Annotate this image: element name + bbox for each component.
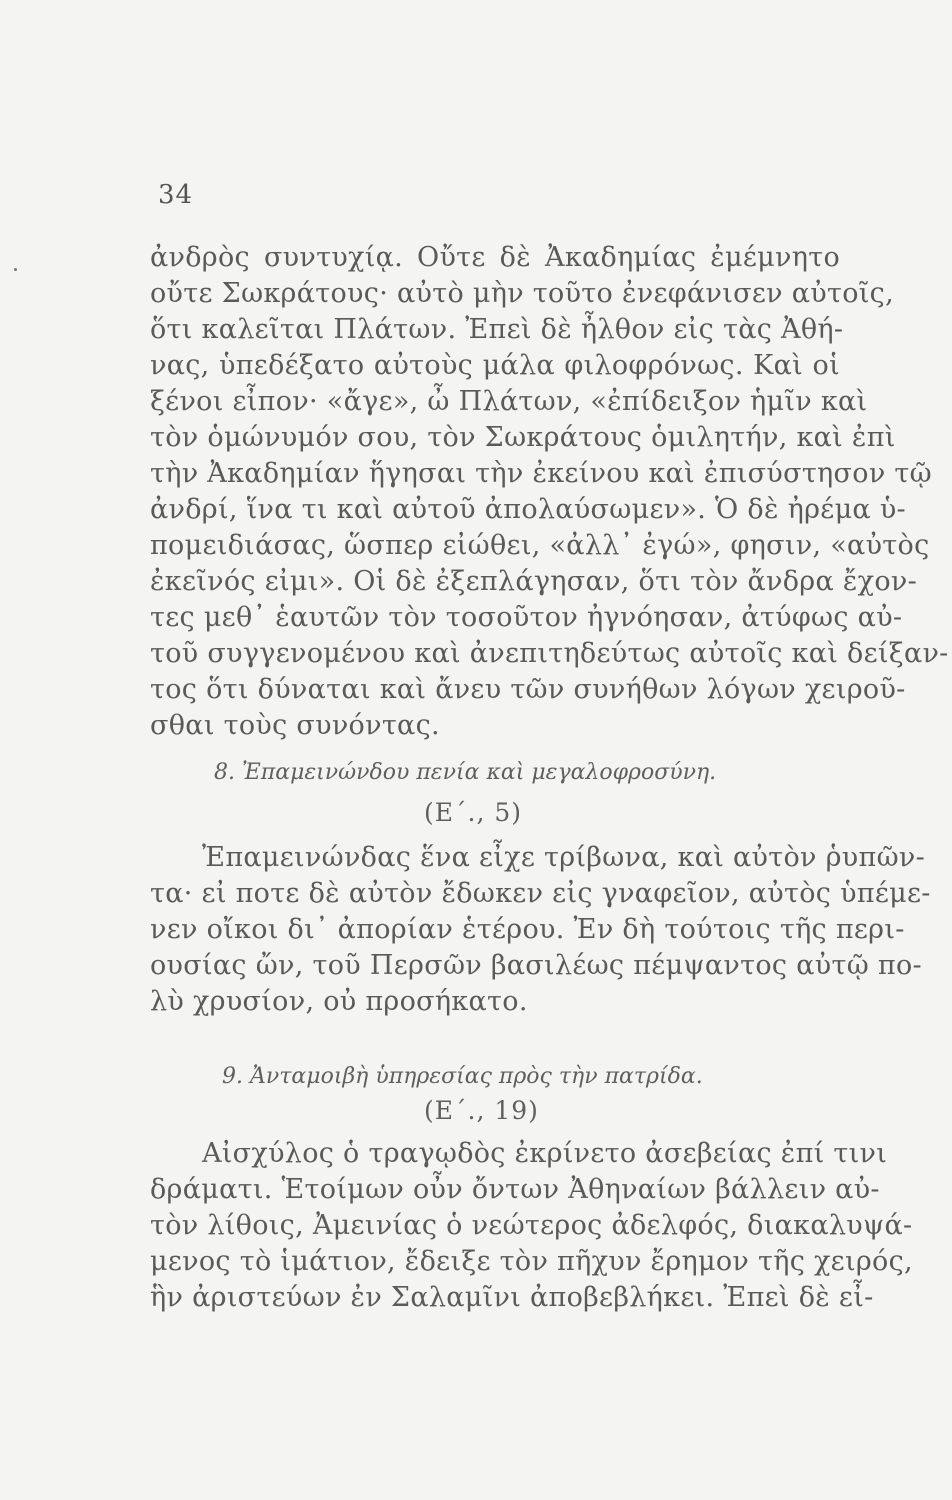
section-9-reference: (Ε΄., 19) (424, 1096, 539, 1125)
text-line: σθαι τοὺς συνόντας. (150, 710, 440, 741)
section-9-title: 9. Ἀνταμοιβὴ ὑπηρεσίας πρὸς τὴν πατρίδα. (222, 1064, 703, 1089)
text-line: ἣν ἀριστεύων ἐν Σαλαμῖνι ἀποβεβλήκει. Ἐπεὶ δὲ εἶ- (150, 1282, 874, 1313)
section-8-reference: (Ε΄., 5) (424, 798, 523, 827)
margin-mark (14, 268, 17, 271)
text-line: ξένοι εἶπον· «ἄγε», ὦ Πλάτων, «ἐπίδειξον ἡμῖν καὶ (150, 386, 868, 417)
text-line: νεν οἴκοι δι᾽ ἀπορίαν ἑτέρου. Ἐν δὴ τούτοις τῆς περι- (150, 914, 905, 945)
text-line: ὅτι καλεῖται Πλάτων. Ἐπεὶ δὲ ἦλθον εἰς τὰς Ἀθή- (150, 314, 844, 345)
text-line: μενος τὸ ἱμάτιον, ἔδειξε τὸν πῆχυν ἔρημον τῆς χειρός, (150, 1246, 913, 1277)
text-line: οὔτε Σωκράτους· αὐτὸ μὴν τοῦτο ἐνεφάνισεν αὐτοῖς, (150, 278, 894, 309)
text-line: ἀνδρί, ἵνα τι καὶ αὐτοῦ ἀπολαύσωμεν». Ὁ δὲ ἠρέμα ὑ- (150, 494, 906, 525)
section-9-body (150, 1136, 913, 1316)
text-line: πομειδιάσας, ὥσπερ εἰώθει, «ἀλλ᾽ ἐγώ», φησιν, «αὐτὸς (150, 530, 930, 561)
passage-continuation (150, 240, 949, 744)
text-line: δράματι. Ἑτοίμων οὖν ὄντων Ἀθηναίων βάλλειν αὐ- (150, 1174, 880, 1205)
section-8-title: 8. Ἐπαμεινώνδου πενία καὶ μεγαλοφροσύνη. (214, 760, 717, 785)
text-line: Αἰσχύλος ὁ τραγῳδὸς ἐκρίνετο ἀσεβείας ἐπί τινι (202, 1138, 888, 1169)
text-line: τοῦ συγγενομένου καὶ ἀνεπιτηδεύτως αὐτοῖς καὶ δείξαν- (150, 638, 949, 669)
section-8-body (150, 840, 931, 1020)
text-line: ἐκεῖνός εἰμι». Οἱ δὲ ἐξεπλάγησαν, ὅτι τὸν ἄνδρα ἔχον- (150, 566, 918, 597)
text-line: τα· εἰ ποτε δὲ αὐτὸν ἔδωκεν εἰς γναφεῖον, αὐτὸς ὑπέμε- (150, 878, 931, 909)
text-line: Ἐπαμεινώνδας ἕνα εἶχε τρίβωνα, καὶ αὐτὸν ῥυπῶν- (202, 842, 926, 873)
text-line: ἀνδρὸς συντυχίᾳ. Οὔτε δὲ Ἀκαδημίας ἐμέμνητο (150, 242, 840, 273)
text-line: τὸν ὁμώνυμόν σου, τὸν Σωκράτους ὁμιλητήν, καὶ ἐπὶ (150, 422, 896, 453)
text-line: λὺ χρυσίον, οὐ προσήκατο. (150, 986, 528, 1017)
text-line: τες μεθ᾽ ἑαυτῶν τὸν τοσοῦτον ἠγνόησαν, ἀτύφως αὐ- (150, 602, 903, 633)
page-number: 34 (158, 180, 194, 210)
text-line: ουσίας ὤν, τοῦ Περσῶν βασιλέως πέμψαντος αὐτῷ πο- (150, 950, 922, 981)
text-line: τὸν λίθοις, Ἀμεινίας ὁ νεώτερος ἀδελφός, διακαλυψά- (150, 1210, 913, 1241)
text-line: νας, ὑπεδέξατο αὐτοὺς μάλα φιλοφρόνως. Καὶ οἱ (150, 350, 840, 381)
text-line: τος ὅτι δύναται καὶ ἄνευ τῶν συνήθων λόγων χειροῦ- (150, 674, 906, 705)
text-line: τὴν Ἀκαδημίαν ἥγησαι τὴν ἐκείνου καὶ ἐπισύστησον τῷ (150, 458, 932, 489)
